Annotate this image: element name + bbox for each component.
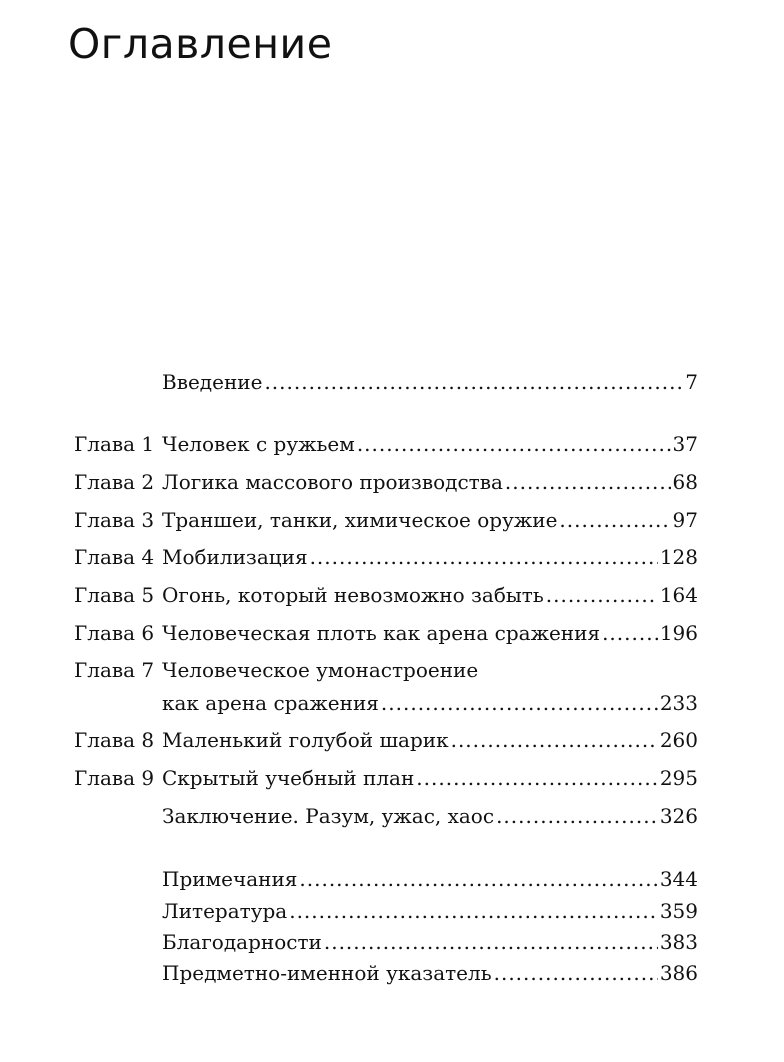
chapter-label: Глава 2 bbox=[74, 470, 155, 494]
leader-dots bbox=[264, 369, 683, 395]
toc-entry-acknowledgements bbox=[0, 929, 784, 955]
page-number: 68 bbox=[672, 470, 698, 494]
page-number: 7 bbox=[685, 370, 698, 394]
leader-dots bbox=[451, 727, 658, 753]
entry-title: Человек с ружьем bbox=[162, 432, 355, 456]
entry-title: Логика массового производства bbox=[162, 470, 503, 494]
entry-title: Мобилизация bbox=[162, 545, 308, 569]
page-title: Оглавление bbox=[68, 20, 333, 68]
toc-entry-index bbox=[0, 960, 784, 986]
page-number: 386 bbox=[659, 961, 698, 985]
leader-dots bbox=[357, 431, 671, 457]
page-number: 164 bbox=[659, 583, 698, 607]
toc-entry-chapter-5 bbox=[0, 582, 784, 608]
leader-dots bbox=[289, 898, 658, 924]
chapter-label: Глава 9 bbox=[74, 766, 155, 790]
page-number: 37 bbox=[672, 432, 698, 456]
chapter-label: Глава 4 bbox=[74, 545, 155, 569]
page-number: 383 bbox=[659, 930, 698, 954]
entry-title: Скрытый учебный план bbox=[162, 766, 415, 790]
chapter-label: Глава 5 bbox=[74, 583, 155, 607]
entry-title: Заключение. Разум, ужас, хаос bbox=[162, 804, 495, 828]
chapter-label: Глава 3 bbox=[74, 508, 155, 532]
page-number: 344 bbox=[659, 867, 698, 891]
leader-dots bbox=[416, 765, 658, 791]
toc-entry-chapter-3 bbox=[0, 507, 784, 533]
page-number: 326 bbox=[659, 804, 698, 828]
toc-entry-notes bbox=[0, 866, 784, 892]
toc-entry-intro bbox=[0, 369, 784, 395]
toc-entry-literature bbox=[0, 898, 784, 924]
entry-title-line-1: Человеческое умонастроение bbox=[162, 658, 479, 682]
leader-dots bbox=[381, 690, 658, 716]
entry-title: Траншеи, танки, химическое оружие bbox=[162, 508, 558, 532]
leader-dots bbox=[324, 929, 658, 955]
chapter-label: Глава 6 bbox=[74, 621, 155, 645]
page-number: 260 bbox=[659, 728, 698, 752]
toc-entry-chapter-1 bbox=[0, 431, 784, 457]
page-number: 295 bbox=[659, 766, 698, 790]
entry-title: Маленький голубой шарик bbox=[162, 728, 449, 752]
entry-title: Человеческая плоть как арена сражения bbox=[162, 621, 601, 645]
entry-title: Литература bbox=[162, 899, 288, 923]
chapter-label: Глава 1 bbox=[74, 432, 155, 456]
entry-title: Огонь, который невозможно забыть bbox=[162, 583, 544, 607]
entry-title: Введение bbox=[162, 370, 263, 394]
toc-entry-chapter-8 bbox=[0, 727, 784, 753]
toc-entry-chapter-7-line-2 bbox=[0, 690, 784, 716]
leader-dots bbox=[546, 582, 658, 608]
page-number: 97 bbox=[672, 508, 698, 532]
leader-dots bbox=[310, 544, 658, 570]
toc-entry-chapter-2 bbox=[0, 469, 784, 495]
chapter-label: Глава 8 bbox=[74, 728, 155, 752]
toc-entry-chapter-9 bbox=[0, 765, 784, 791]
entry-title: Примечания bbox=[162, 867, 298, 891]
entry-title: Благодарности bbox=[162, 930, 322, 954]
leader-dots bbox=[494, 960, 658, 986]
leader-dots bbox=[602, 620, 658, 646]
leader-dots bbox=[496, 803, 658, 829]
toc-entry-chapter-4 bbox=[0, 544, 784, 570]
leader-dots bbox=[559, 507, 670, 533]
page-number: 196 bbox=[659, 621, 698, 645]
leader-dots bbox=[505, 469, 671, 495]
page-number: 128 bbox=[659, 545, 698, 569]
leader-dots bbox=[299, 866, 657, 892]
toc-entry-chapter-7-line-1 bbox=[0, 657, 784, 683]
page-number: 359 bbox=[659, 899, 698, 923]
chapter-label: Глава 7 bbox=[74, 658, 155, 682]
entry-title: Предметно-именной указатель bbox=[162, 961, 492, 985]
toc-entry-chapter-6 bbox=[0, 620, 784, 646]
entry-title: как арена сражения bbox=[162, 691, 379, 715]
page-number: 233 bbox=[659, 691, 698, 715]
toc-entry-conclusion bbox=[0, 803, 784, 829]
